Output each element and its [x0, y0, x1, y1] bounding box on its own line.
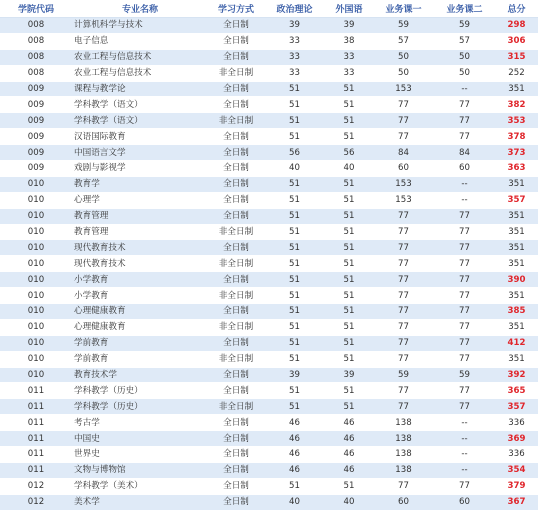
foreign-language-score-cell: 33: [325, 49, 373, 65]
politics-score-cell: 51: [264, 272, 325, 288]
total-score-cell: 351: [495, 319, 538, 335]
subject-one-score-cell: 153: [373, 192, 434, 208]
table-row: [0, 399, 538, 415]
study-mode-cell: 全日制: [208, 97, 264, 113]
foreign-language-score-cell: 56: [325, 145, 373, 161]
table-row: [0, 431, 538, 447]
table-row: [0, 447, 538, 463]
subject-two-score-cell: 60: [434, 161, 495, 177]
header-row: [0, 0, 538, 18]
major-name-cell: 中国语言文学: [72, 145, 208, 161]
study-mode-cell: 全日制: [208, 304, 264, 320]
subject-one-score-cell: 77: [373, 256, 434, 272]
major-name-cell: 电子信息: [72, 33, 208, 49]
subject-one-score-cell: 77: [373, 224, 434, 240]
study-mode-cell: 全日制: [208, 18, 264, 34]
foreign-language-score-cell: 46: [325, 431, 373, 447]
header-total: 总分: [495, 0, 538, 18]
foreign-language-score-cell: 46: [325, 462, 373, 478]
table-row: [0, 65, 538, 81]
politics-score-cell: 51: [264, 351, 325, 367]
foreign-language-score-cell: 51: [325, 288, 373, 304]
table-row: [0, 49, 538, 65]
subject-one-score-cell: 77: [373, 304, 434, 320]
college-code-cell: 009: [0, 113, 72, 129]
header-politics: 政治理论: [264, 0, 325, 18]
politics-score-cell: 51: [264, 304, 325, 320]
total-score-cell: 315: [495, 49, 538, 65]
college-code-cell: 010: [0, 240, 72, 256]
major-name-cell: 文物与博物馆: [72, 462, 208, 478]
total-score-cell: 382: [495, 97, 538, 113]
college-code-cell: 010: [0, 224, 72, 240]
study-mode-cell: 全日制: [208, 447, 264, 463]
table-row: [0, 335, 538, 351]
foreign-language-score-cell: 40: [325, 494, 373, 510]
study-mode-cell: 全日制: [208, 161, 264, 177]
subject-two-score-cell: 77: [434, 335, 495, 351]
subject-two-score-cell: 77: [434, 319, 495, 335]
subject-one-score-cell: 77: [373, 240, 434, 256]
subject-two-score-cell: 77: [434, 208, 495, 224]
total-score-cell: 365: [495, 383, 538, 399]
foreign-language-score-cell: 51: [325, 272, 373, 288]
subject-two-score-cell: 77: [434, 351, 495, 367]
foreign-language-score-cell: 46: [325, 447, 373, 463]
total-score-cell: 373: [495, 145, 538, 161]
major-name-cell: 学科教学（语文）: [72, 97, 208, 113]
total-score-cell: 353: [495, 113, 538, 129]
politics-score-cell: 51: [264, 335, 325, 351]
subject-one-score-cell: 153: [373, 81, 434, 97]
study-mode-cell: 全日制: [208, 176, 264, 192]
total-score-cell: 336: [495, 447, 538, 463]
subject-two-score-cell: 50: [434, 49, 495, 65]
total-score-cell: 336: [495, 415, 538, 431]
table-row: [0, 113, 538, 129]
total-score-cell: 306: [495, 33, 538, 49]
subject-two-score-cell: --: [434, 192, 495, 208]
study-mode-cell: 全日制: [208, 415, 264, 431]
subject-two-score-cell: --: [434, 431, 495, 447]
politics-score-cell: 51: [264, 256, 325, 272]
foreign-language-score-cell: 51: [325, 240, 373, 256]
major-name-cell: 现代教育技术: [72, 256, 208, 272]
major-name-cell: 戏剧与影视学: [72, 161, 208, 177]
table-row: [0, 319, 538, 335]
total-score-cell: 351: [495, 224, 538, 240]
subject-one-score-cell: 77: [373, 478, 434, 494]
politics-score-cell: 51: [264, 319, 325, 335]
table-row: [0, 224, 538, 240]
table-row: [0, 256, 538, 272]
study-mode-cell: 全日制: [208, 383, 264, 399]
college-code-cell: 011: [0, 447, 72, 463]
college-code-cell: 011: [0, 462, 72, 478]
politics-score-cell: 40: [264, 494, 325, 510]
foreign-language-score-cell: 51: [325, 224, 373, 240]
foreign-language-score-cell: 51: [325, 192, 373, 208]
study-mode-cell: 全日制: [208, 494, 264, 510]
politics-score-cell: 33: [264, 65, 325, 81]
college-code-cell: 010: [0, 208, 72, 224]
politics-score-cell: 56: [264, 145, 325, 161]
subject-one-score-cell: 138: [373, 415, 434, 431]
college-code-cell: 008: [0, 18, 72, 34]
subject-one-score-cell: 59: [373, 18, 434, 34]
foreign-language-score-cell: 51: [325, 97, 373, 113]
major-name-cell: 农业工程与信息技术: [72, 65, 208, 81]
college-code-cell: 012: [0, 494, 72, 510]
subject-two-score-cell: 60: [434, 494, 495, 510]
subject-two-score-cell: 50: [434, 65, 495, 81]
major-name-cell: 课程与教学论: [72, 81, 208, 97]
college-code-cell: 009: [0, 129, 72, 145]
subject-two-score-cell: 77: [434, 478, 495, 494]
politics-score-cell: 33: [264, 33, 325, 49]
college-code-cell: 010: [0, 176, 72, 192]
politics-score-cell: 51: [264, 97, 325, 113]
foreign-language-score-cell: 51: [325, 399, 373, 415]
subject-one-score-cell: 77: [373, 129, 434, 145]
total-score-cell: 363: [495, 161, 538, 177]
study-mode-cell: 全日制: [208, 431, 264, 447]
major-name-cell: 学前教育: [72, 351, 208, 367]
politics-score-cell: 51: [264, 192, 325, 208]
header-foreign-language: 外国语: [325, 0, 373, 18]
foreign-language-score-cell: 51: [325, 319, 373, 335]
politics-score-cell: 39: [264, 367, 325, 383]
major-name-cell: 计算机科学与技术: [72, 18, 208, 34]
table-row: [0, 288, 538, 304]
college-code-cell: 008: [0, 33, 72, 49]
subject-two-score-cell: 77: [434, 272, 495, 288]
subject-one-score-cell: 77: [373, 399, 434, 415]
header-study-mode: 学习方式: [208, 0, 264, 18]
college-code-cell: 009: [0, 161, 72, 177]
subject-one-score-cell: 77: [373, 113, 434, 129]
table-row: [0, 415, 538, 431]
college-code-cell: 009: [0, 145, 72, 161]
foreign-language-score-cell: 51: [325, 176, 373, 192]
table-row: [0, 192, 538, 208]
major-name-cell: 考古学: [72, 415, 208, 431]
major-name-cell: 学科教学（历史）: [72, 399, 208, 415]
politics-score-cell: 51: [264, 113, 325, 129]
study-mode-cell: 全日制: [208, 33, 264, 49]
total-score-cell: 412: [495, 335, 538, 351]
college-code-cell: 009: [0, 81, 72, 97]
politics-score-cell: 51: [264, 224, 325, 240]
study-mode-cell: 非全日制: [208, 399, 264, 415]
politics-score-cell: 39: [264, 18, 325, 34]
major-name-cell: 教育技术学: [72, 367, 208, 383]
college-code-cell: 009: [0, 97, 72, 113]
foreign-language-score-cell: 46: [325, 415, 373, 431]
table-row: [0, 383, 538, 399]
politics-score-cell: 46: [264, 462, 325, 478]
politics-score-cell: 51: [264, 81, 325, 97]
subject-one-score-cell: 77: [373, 383, 434, 399]
subject-one-score-cell: 77: [373, 351, 434, 367]
subject-one-score-cell: 50: [373, 49, 434, 65]
subject-two-score-cell: 77: [434, 113, 495, 129]
total-score-cell: 378: [495, 129, 538, 145]
subject-two-score-cell: --: [434, 176, 495, 192]
subject-one-score-cell: 77: [373, 97, 434, 113]
total-score-cell: 367: [495, 494, 538, 510]
major-name-cell: 汉语国际教育: [72, 129, 208, 145]
college-code-cell: 010: [0, 351, 72, 367]
table-row: [0, 304, 538, 320]
study-mode-cell: 全日制: [208, 478, 264, 494]
total-score-cell: 390: [495, 272, 538, 288]
subject-two-score-cell: 77: [434, 97, 495, 113]
table-row: [0, 81, 538, 97]
subject-one-score-cell: 77: [373, 335, 434, 351]
table-body: [0, 18, 538, 511]
major-name-cell: 现代教育技术: [72, 240, 208, 256]
subject-two-score-cell: 57: [434, 33, 495, 49]
foreign-language-score-cell: 51: [325, 351, 373, 367]
total-score-cell: 354: [495, 462, 538, 478]
table-row: [0, 351, 538, 367]
total-score-cell: 357: [495, 192, 538, 208]
total-score-cell: 351: [495, 176, 538, 192]
table-row: [0, 367, 538, 383]
total-score-cell: 379: [495, 478, 538, 494]
college-code-cell: 010: [0, 192, 72, 208]
subject-two-score-cell: 77: [434, 399, 495, 415]
total-score-cell: 351: [495, 240, 538, 256]
subject-one-score-cell: 77: [373, 272, 434, 288]
college-code-cell: 008: [0, 65, 72, 81]
header-subject-one: 业务课一: [373, 0, 434, 18]
subject-one-score-cell: 84: [373, 145, 434, 161]
college-code-cell: 011: [0, 399, 72, 415]
major-name-cell: 美术学: [72, 494, 208, 510]
total-score-cell: 351: [495, 288, 538, 304]
study-mode-cell: 全日制: [208, 335, 264, 351]
table-row: [0, 208, 538, 224]
study-mode-cell: 非全日制: [208, 224, 264, 240]
foreign-language-score-cell: 51: [325, 304, 373, 320]
subject-two-score-cell: --: [434, 462, 495, 478]
study-mode-cell: 非全日制: [208, 319, 264, 335]
study-mode-cell: 非全日制: [208, 288, 264, 304]
subject-two-score-cell: 77: [434, 129, 495, 145]
major-name-cell: 教育管理: [72, 208, 208, 224]
major-name-cell: 教育学: [72, 176, 208, 192]
major-name-cell: 小学教育: [72, 272, 208, 288]
study-mode-cell: 全日制: [208, 81, 264, 97]
subject-one-score-cell: 50: [373, 65, 434, 81]
subject-one-score-cell: 138: [373, 431, 434, 447]
college-code-cell: 010: [0, 304, 72, 320]
subject-two-score-cell: 77: [434, 256, 495, 272]
total-score-cell: 351: [495, 81, 538, 97]
subject-two-score-cell: 77: [434, 288, 495, 304]
college-code-cell: 008: [0, 49, 72, 65]
study-mode-cell: 非全日制: [208, 351, 264, 367]
politics-score-cell: 46: [264, 447, 325, 463]
politics-score-cell: 33: [264, 49, 325, 65]
study-mode-cell: 全日制: [208, 49, 264, 65]
politics-score-cell: 51: [264, 478, 325, 494]
subject-one-score-cell: 77: [373, 288, 434, 304]
subject-two-score-cell: 77: [434, 383, 495, 399]
foreign-language-score-cell: 51: [325, 256, 373, 272]
major-name-cell: 学前教育: [72, 335, 208, 351]
major-name-cell: 农业工程与信息技术: [72, 49, 208, 65]
politics-score-cell: 51: [264, 240, 325, 256]
subject-one-score-cell: 77: [373, 319, 434, 335]
subject-two-score-cell: 77: [434, 240, 495, 256]
college-code-cell: 011: [0, 415, 72, 431]
politics-score-cell: 46: [264, 431, 325, 447]
subject-one-score-cell: 138: [373, 447, 434, 463]
table-row: [0, 129, 538, 145]
subject-one-score-cell: 77: [373, 208, 434, 224]
table-row: [0, 176, 538, 192]
subject-two-score-cell: 59: [434, 18, 495, 34]
total-score-cell: 369: [495, 431, 538, 447]
subject-one-score-cell: 60: [373, 161, 434, 177]
study-mode-cell: 非全日制: [208, 65, 264, 81]
subject-two-score-cell: 59: [434, 367, 495, 383]
study-mode-cell: 非全日制: [208, 113, 264, 129]
major-name-cell: 心理健康教育: [72, 304, 208, 320]
subject-one-score-cell: 59: [373, 367, 434, 383]
subject-two-score-cell: 84: [434, 145, 495, 161]
table-row: [0, 97, 538, 113]
header-subject-two: 业务课二: [434, 0, 495, 18]
subject-one-score-cell: 60: [373, 494, 434, 510]
subject-one-score-cell: 153: [373, 176, 434, 192]
total-score-cell: 392: [495, 367, 538, 383]
major-name-cell: 教育管理: [72, 224, 208, 240]
subject-one-score-cell: 138: [373, 462, 434, 478]
foreign-language-score-cell: 51: [325, 478, 373, 494]
college-code-cell: 010: [0, 335, 72, 351]
major-name-cell: 学科教学（语文）: [72, 113, 208, 129]
subject-two-score-cell: 77: [434, 304, 495, 320]
politics-score-cell: 46: [264, 415, 325, 431]
total-score-cell: 357: [495, 399, 538, 415]
foreign-language-score-cell: 39: [325, 18, 373, 34]
study-mode-cell: 全日制: [208, 272, 264, 288]
major-name-cell: 心理学: [72, 192, 208, 208]
total-score-cell: 351: [495, 208, 538, 224]
foreign-language-score-cell: 51: [325, 335, 373, 351]
major-name-cell: 小学教育: [72, 288, 208, 304]
college-code-cell: 010: [0, 367, 72, 383]
foreign-language-score-cell: 51: [325, 81, 373, 97]
foreign-language-score-cell: 51: [325, 113, 373, 129]
study-mode-cell: 全日制: [208, 367, 264, 383]
table-row: [0, 478, 538, 494]
foreign-language-score-cell: 38: [325, 33, 373, 49]
politics-score-cell: 40: [264, 161, 325, 177]
foreign-language-score-cell: 39: [325, 367, 373, 383]
foreign-language-score-cell: 51: [325, 208, 373, 224]
subject-two-score-cell: 77: [434, 224, 495, 240]
foreign-language-score-cell: 51: [325, 383, 373, 399]
study-mode-cell: 全日制: [208, 462, 264, 478]
college-code-cell: 010: [0, 319, 72, 335]
study-mode-cell: 全日制: [208, 208, 264, 224]
politics-score-cell: 51: [264, 383, 325, 399]
major-name-cell: 学科教学（美术）: [72, 478, 208, 494]
total-score-cell: 351: [495, 256, 538, 272]
foreign-language-score-cell: 40: [325, 161, 373, 177]
politics-score-cell: 51: [264, 399, 325, 415]
total-score-cell: 252: [495, 65, 538, 81]
table-row: [0, 145, 538, 161]
subject-two-score-cell: --: [434, 447, 495, 463]
study-mode-cell: 全日制: [208, 145, 264, 161]
total-score-cell: 298: [495, 18, 538, 34]
college-code-cell: 012: [0, 478, 72, 494]
foreign-language-score-cell: 33: [325, 65, 373, 81]
total-score-cell: 385: [495, 304, 538, 320]
college-code-cell: 011: [0, 431, 72, 447]
subject-two-score-cell: --: [434, 415, 495, 431]
major-name-cell: 中国史: [72, 431, 208, 447]
college-code-cell: 011: [0, 383, 72, 399]
foreign-language-score-cell: 51: [325, 129, 373, 145]
college-code-cell: 010: [0, 288, 72, 304]
politics-score-cell: 51: [264, 176, 325, 192]
study-mode-cell: 全日制: [208, 129, 264, 145]
table-row: [0, 161, 538, 177]
study-mode-cell: 全日制: [208, 192, 264, 208]
major-name-cell: 心理健康教育: [72, 319, 208, 335]
header-major-name: 专业名称: [72, 0, 208, 18]
table-row: [0, 462, 538, 478]
table-row: [0, 494, 538, 510]
college-code-cell: 010: [0, 256, 72, 272]
study-mode-cell: 全日制: [208, 240, 264, 256]
table-row: [0, 18, 538, 34]
header-college-code: 学院代码: [0, 0, 72, 18]
table-row: [0, 240, 538, 256]
subject-one-score-cell: 57: [373, 33, 434, 49]
study-mode-cell: 非全日制: [208, 256, 264, 272]
major-name-cell: 学科教学（历史）: [72, 383, 208, 399]
college-code-cell: 010: [0, 272, 72, 288]
subject-two-score-cell: --: [434, 81, 495, 97]
table-row: [0, 272, 538, 288]
total-score-cell: 351: [495, 351, 538, 367]
major-name-cell: 世界史: [72, 447, 208, 463]
politics-score-cell: 51: [264, 208, 325, 224]
politics-score-cell: 51: [264, 129, 325, 145]
politics-score-cell: 51: [264, 288, 325, 304]
table-row: [0, 33, 538, 49]
